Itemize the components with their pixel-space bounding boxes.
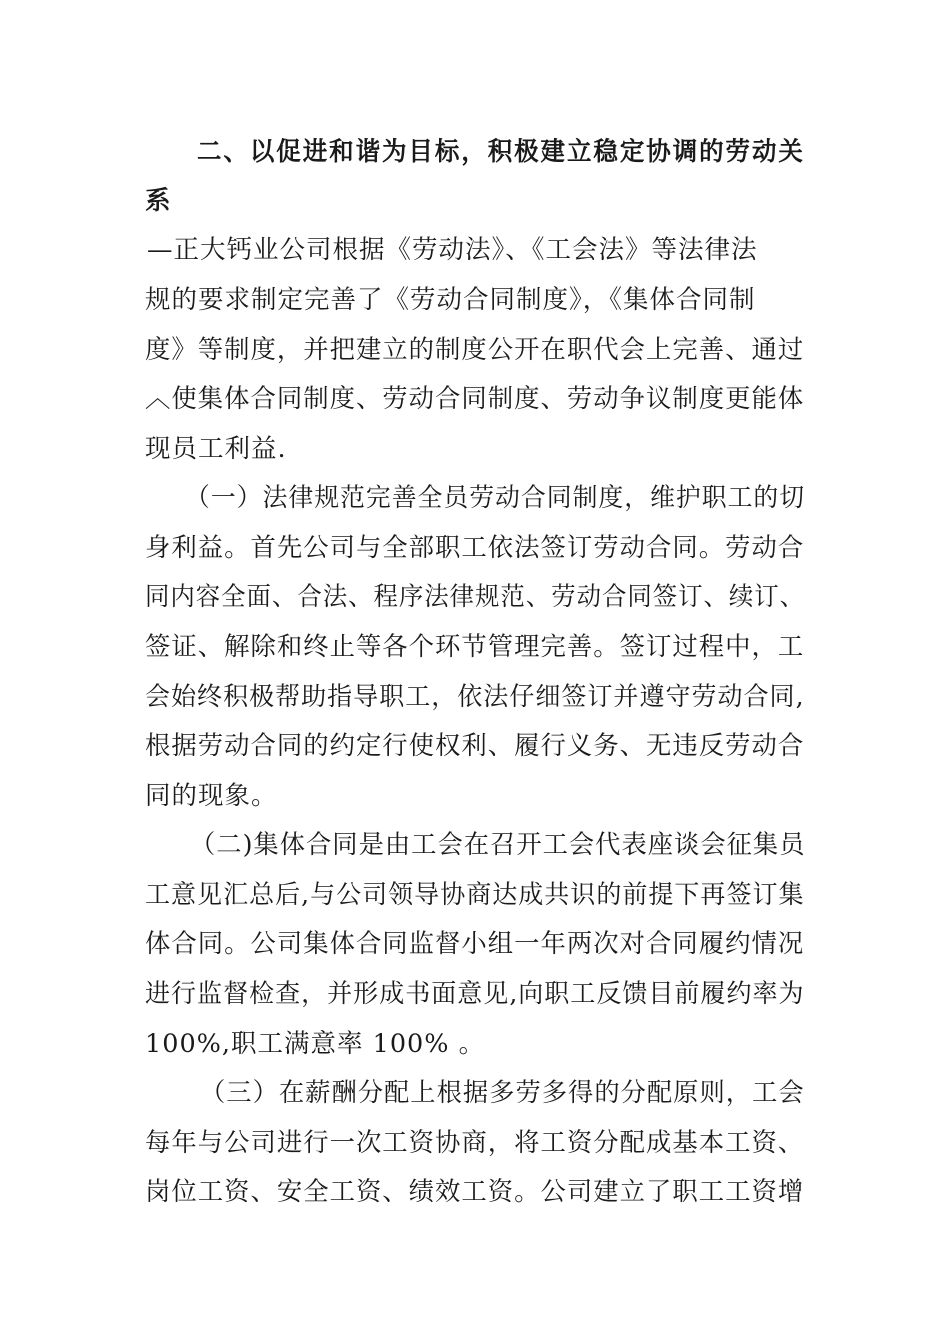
- section1-line-3: 同内容全面、合法、程序法律规范、劳动合同签订、续订、: [145, 582, 806, 612]
- intro-line-5: 现员工利益.: [145, 434, 287, 464]
- section2-line-2: 工意见汇总后,与公司领导协商达成共识的前提下再签订集: [145, 880, 805, 910]
- section1-line-6: 根据劳动合同的约定行使权利、履行义务、无违反劳动合: [145, 731, 805, 761]
- section1-line-4: 签证、解除和终止等各个环节管理完善。签订过程中，工: [145, 632, 805, 662]
- section1-line-7: 同的现象。: [145, 781, 278, 811]
- intro-line-3: 度》等制度，并把建立的制度公开在职代会上完善、通过: [145, 335, 805, 365]
- section-heading-line-2: 系: [145, 186, 173, 216]
- section2-line-1: （二)集体合同是由工会在召开工会代表座谈会征集员: [190, 830, 806, 860]
- section2-line-5: 100%,职工满意率 100% 。: [145, 1029, 486, 1059]
- intro-line-1: —正大钙业公司根据《劳动法》、《工会法》等法律法: [147, 235, 758, 265]
- section2-line-4: 进行监督检查，并形成书面意见,向职工反馈目前履约率为: [145, 979, 805, 1009]
- section3-line-3: 岗位工资、安全工资、绩效工资。公司建立了职工工资增: [145, 1177, 805, 1207]
- section1-line-5: 会始终积极帮助指导职工，依法仔细签订并遵守劳动合同,: [145, 682, 805, 712]
- intro-line-2: 规的要求制定完善了《劳动合同制度》，《集体合同制: [145, 285, 756, 315]
- section3-line-2: 每年与公司进行一次工资协商，将工资分配成基本工资、: [145, 1128, 805, 1158]
- section1-line-2: 身利益。首先公司与全部职工依法签订劳动合同。劳动合: [145, 533, 805, 563]
- section-heading-line-1: 二、以促进和谐为目标，积极建立稳定协调的劳动关: [197, 137, 805, 167]
- intro-line-4: ︿使集体合同制度、劳动合同制度、劳动争议制度更能体: [145, 384, 805, 414]
- section2-line-3: 体合同。公司集体合同监督小组一年两次对合同履约情况: [145, 929, 805, 959]
- section3-line-1: （三）在薪酬分配上根据多劳多得的分配原则，工会: [200, 1078, 805, 1108]
- section1-line-1: （一）法律规范完善全员劳动合同制度，维护职工的切: [185, 483, 806, 513]
